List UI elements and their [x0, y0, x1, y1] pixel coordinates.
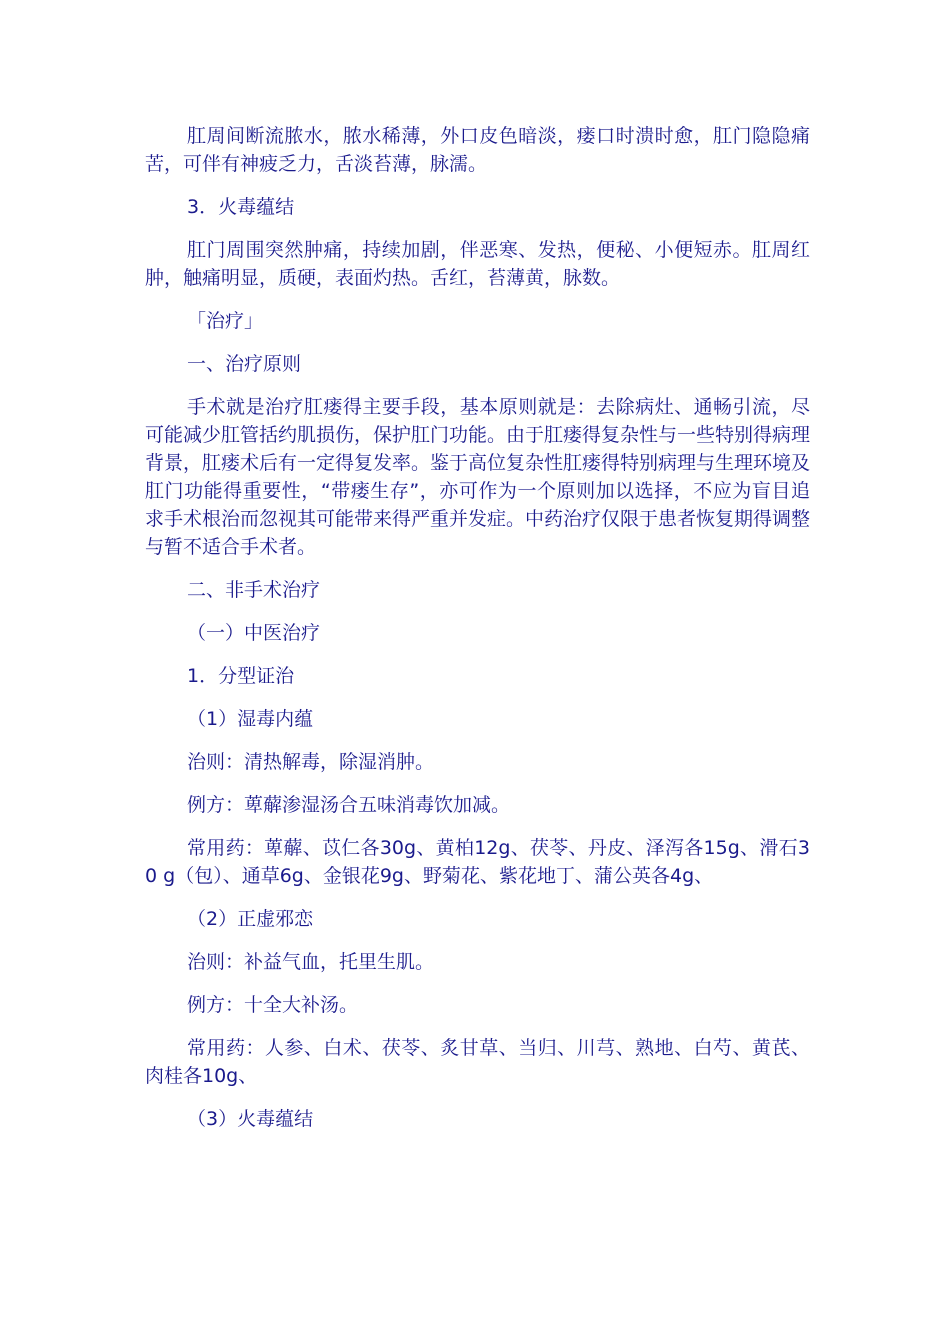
line-principle-1: 治则：清热解毒，除湿消肿。 — [187, 751, 435, 773]
paragraph-symptoms-fire-toxin: 肛门周围突然肿痛，持续加剧，伴恶寒、发热，便秘、小便短赤。肛周红肿，触痛明显，质硬，表面灼热。舌红，苔薄黄，脉数。 — [145, 239, 810, 289]
line-principle-2: 治则：补益气血，托里生肌。 — [187, 951, 435, 973]
heading-deficiency-pathogen: （2）正虚邪恋 — [187, 908, 314, 930]
line-formula-1: 例方：萆薢渗湿汤合五味消毒饮加减。 — [187, 794, 511, 816]
heading-syndrome-differentiation: 1．分型证治 — [187, 665, 295, 687]
heading-tcm-treatment: （一）中医治疗 — [187, 622, 321, 644]
heading-treatment: 「治疗」 — [187, 310, 264, 332]
heading-fire-toxin: 3．火毒蕴结 — [187, 196, 295, 218]
paragraph-herbs-1: 常用药：萆薢、苡仁各30g、黄柏12g、茯苓、丹皮、泽泻各15g、滑石30 g（包）、通草6g、金银花9g、野菊花、紫花地丁、蒲公英各4g、 — [145, 837, 810, 887]
paragraph-symptoms-deficiency: 肛周间断流脓水，脓水稀薄，外口皮色暗淡，瘘口时溃时愈，肛门隐隐痛苦，可伴有神疲乏力，舌淡苔薄，脉濡。 — [145, 125, 810, 175]
line-formula-2: 例方：十全大补汤。 — [187, 994, 359, 1016]
document-body — [145, 122, 810, 1148]
heading-non-surgical: 二、非手术治疗 — [187, 579, 321, 601]
paragraph-treatment-principles: 手术就是治疗肛瘘得主要手段，基本原则就是：去除病灶、通畅引流，尽可能减少肛管括约肌损伤，保护肛门功能。由于肛瘘得复杂性与一些特别得病理背景，肛瘘术后有一定得复发率。鉴于高位复杂性肛瘘得特别病理与生理环境及肛门功能得重要性，“带瘘生存”，亦可作为一个原则加以选择，不应为盲目追求手术根治而忽视其可能带来得严重并发症。中药治疗仅限于患者恢复期得调整与暂不适合手术者。 — [145, 396, 811, 558]
paragraph-herbs-2: 常用药：人参、白术、茯苓、炙甘草、当归、川芎、熟地、白芍、黄芪、肉桂各10g、 — [145, 1037, 810, 1087]
heading-fire-toxin-3: （3）火毒蕴结 — [187, 1108, 314, 1130]
heading-treatment-principles: 一、治疗原则 — [187, 353, 302, 375]
heading-damp-toxin: （1）湿毒内蕴 — [187, 708, 314, 730]
